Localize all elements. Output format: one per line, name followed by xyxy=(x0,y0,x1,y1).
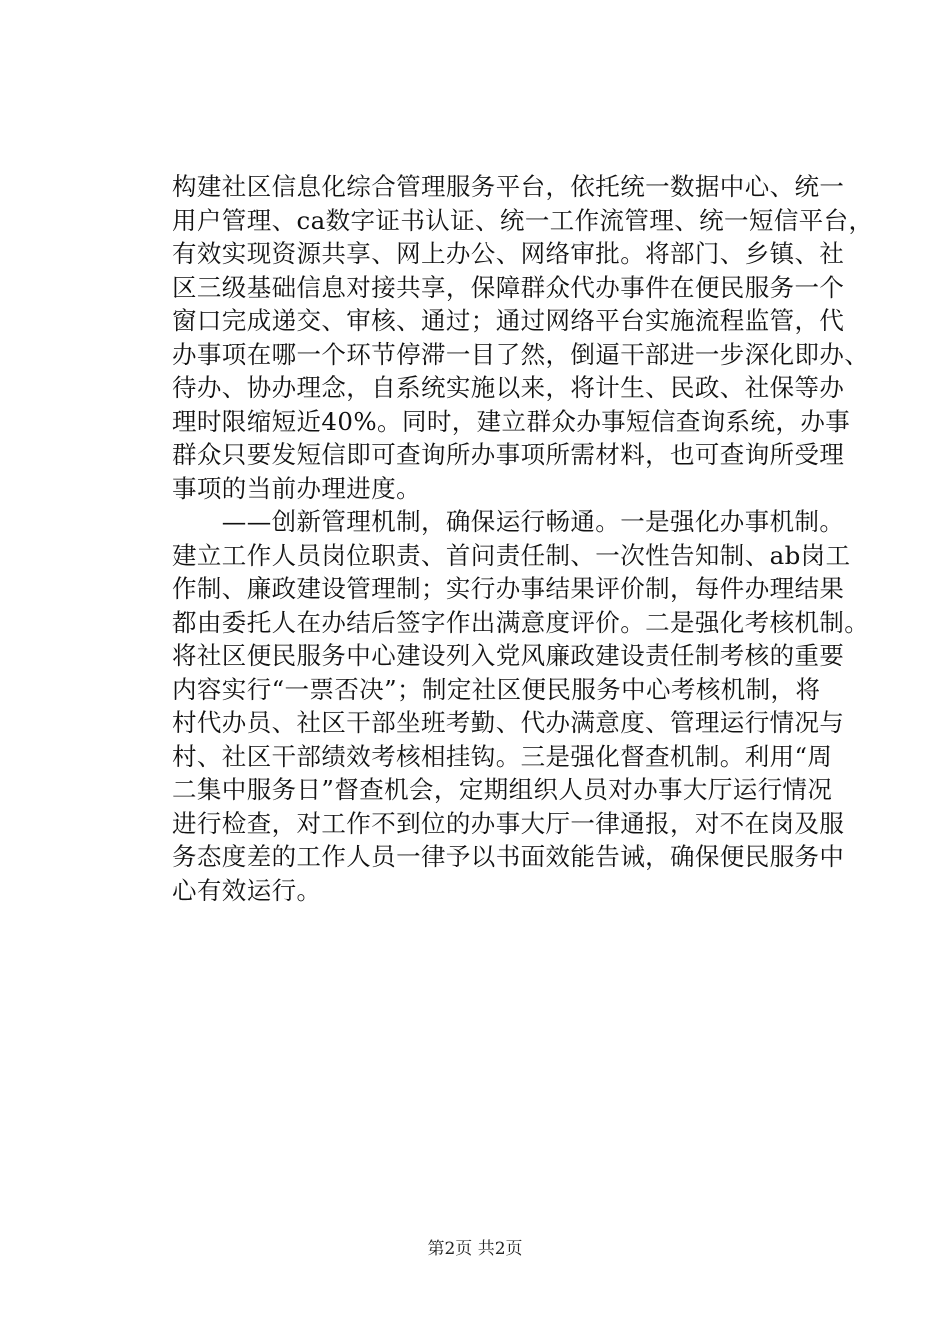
text-line: 待办、协办理念，自系统实施以来，将计生、民政、社保等办 xyxy=(172,373,845,402)
text-line: 理时限缩短近40%。同时，建立群众办事短信查询系统，办事 xyxy=(172,406,851,436)
text-line: 作制、廉政建设管理制；实行办事结果评价制，每件办理结果 xyxy=(172,574,845,603)
text-line: 内容实行“一票否决”；制定社区便民服务中心考核机制，将 xyxy=(172,674,821,704)
text-line: 将社区便民服务中心建设列入党风廉政建设责任制考核的重要 xyxy=(172,641,845,670)
text-line: 构建社区信息化综合管理服务平台，依托统一数据中心、统一 xyxy=(172,172,845,201)
text-line: 有效实现资源共享、网上办公、网络审批。将部门、乡镇、社 xyxy=(172,239,845,268)
text-line: 事项的当前办理进度。 xyxy=(172,473,421,503)
body-text xyxy=(172,170,874,907)
text-line: 建立工作人员岗位职责、首问责任制、一次性告知制、ab岗工 xyxy=(172,540,851,570)
text-line: 用户管理、ca数字证书认证、统一工作流管理、统一短信平台， xyxy=(172,205,874,235)
text-line: 窗口完成递交、审核、通过；通过网络平台实施流程监管，代 xyxy=(172,306,845,335)
text-line: ——创新管理机制，确保运行畅通。一是强化办事机制。 xyxy=(172,507,845,536)
page-number-footer: 第2页 共2页 xyxy=(427,1239,523,1259)
text-line: 群众只要发短信即可查询所办事项所需材料，也可查询所受理 xyxy=(172,440,845,469)
text-line: 区三级基础信息对接共享，保障群众代办事件在便民服务一个 xyxy=(172,272,845,302)
text-line: 村、社区干部绩效考核相挂钩。三是强化督查机制。利用“周 xyxy=(172,741,833,771)
text-line: 心有效运行。 xyxy=(172,875,322,905)
text-line: 都由委托人在办结后签字作出满意度评价。二是强化考核机制。 xyxy=(172,607,870,637)
text-line: 村代办员、社区干部坐班考勤、代办满意度、管理运行情况与 xyxy=(172,708,845,737)
text-line: 进行检查，对工作不到位的办事大厅一律通报，对不在岗及服 xyxy=(172,808,845,838)
text-line: 务态度差的工作人员一律予以书面效能告诫，确保便民服务中 xyxy=(172,842,845,871)
text-line: 二集中服务日”督查机会，定期组织人员对办事大厅运行情况 xyxy=(172,775,833,804)
text-line: 办事项在哪一个环节停滞一目了然，倒逼干部进一步深化即办、 xyxy=(172,339,870,369)
